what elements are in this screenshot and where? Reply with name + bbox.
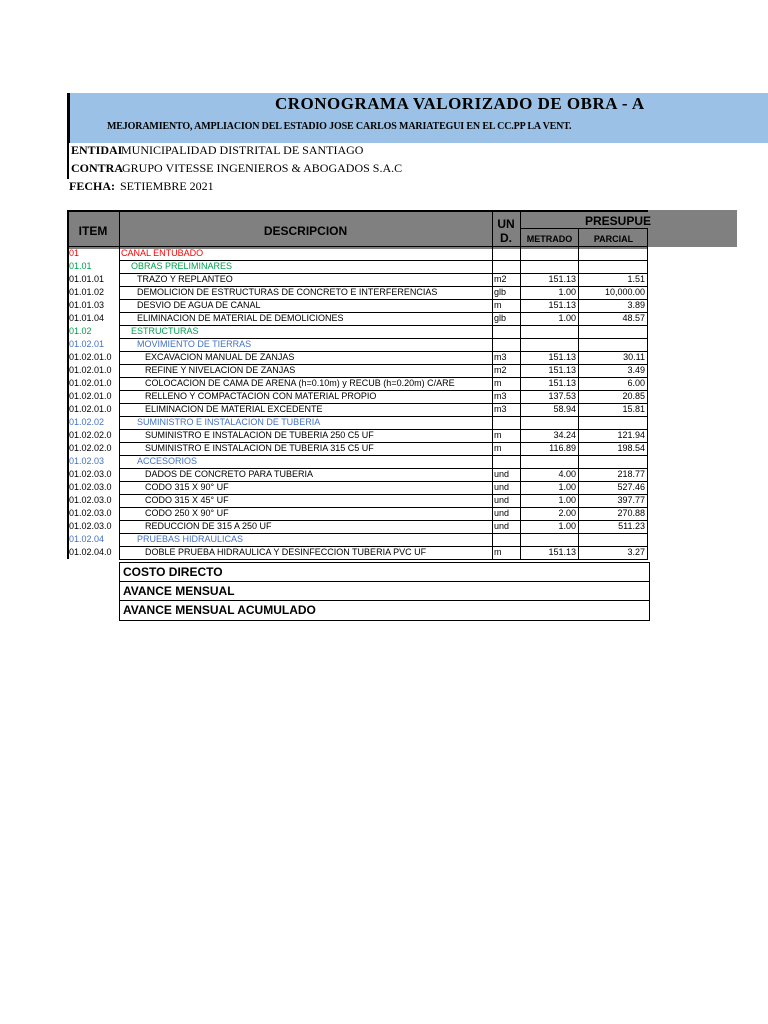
table-row (67, 325, 648, 338)
cell-desc: SUMINISTRO E INSTALACION DE TUBERIA (137, 417, 321, 427)
cell-metrado: 1.00 (558, 495, 576, 505)
row-line (119, 442, 648, 443)
row-line (119, 416, 648, 417)
cell-metrado: 34.24 (553, 430, 576, 440)
cell-item: 01.02.03.0 (69, 469, 112, 479)
cell-item: 01.02.04.0 (69, 547, 112, 557)
cell-parcial: 6.00 (627, 378, 645, 388)
cell-und: m (494, 430, 502, 440)
cell-und (494, 260, 520, 273)
cell-desc: TRAZO Y REPLANTEO (137, 274, 233, 284)
cell-desc: EXCAVACION MANUAL DE ZANJAS (145, 352, 295, 362)
row-line (119, 351, 648, 352)
cell-und: und (494, 469, 510, 479)
table-row (67, 273, 648, 286)
entidad-value: MUNICIPALIDAD DISTRITAL DE SANTIAGO (121, 143, 364, 157)
cell-metrado: 1.00 (558, 521, 576, 531)
cell-parcial: 3.27 (627, 547, 645, 557)
row-line (119, 559, 648, 560)
cell-und: m3 (494, 352, 507, 362)
title-container (70, 94, 768, 116)
cell-item: 01.02.03 (69, 456, 105, 466)
cell-parcial: 30.11 (623, 352, 645, 362)
row-line (119, 312, 648, 313)
cell-metrado: 137.53 (548, 391, 576, 401)
cell-parcial: 48.57 (622, 313, 645, 323)
header-presupuesto: PRESUPUE (585, 214, 652, 228)
cell-item: 01.02.03.0 (69, 508, 112, 518)
table-left-border (67, 210, 69, 559)
cell-metrado: 4.00 (558, 469, 576, 479)
cell-item: 01.02.01 (69, 339, 105, 349)
cell-desc: SUMINISTRO E INSTALACION DE TUBERIA 315 C5 UF (145, 443, 374, 453)
cell-item: 01.02.01.0 (69, 404, 112, 414)
table-row (67, 533, 648, 546)
fecha-label: FECHA: (69, 179, 115, 193)
cell-und: und (494, 495, 510, 505)
cell-desc: ESTRUCTURAS (131, 326, 199, 336)
cell-parcial: 218.77 (617, 469, 645, 479)
cell-metrado: 151.13 (548, 300, 576, 310)
cell-desc: CANAL ENTUBADO (121, 248, 204, 258)
table-row (67, 390, 648, 403)
table-row (67, 416, 648, 429)
cell-desc: REDUCCION DE 315 A 250 UF (145, 521, 272, 531)
cell-item: 01.02.01.0 (69, 378, 112, 388)
row-line (119, 520, 648, 521)
cell-parcial: 397.77 (617, 495, 645, 505)
cell-desc: ELIMINACION DE MATERIAL DE DEMOLICIONES (137, 313, 344, 323)
avance-mensual-label: AVANCE MENSUAL (123, 584, 235, 598)
cell-desc: DADOS DE CONCRETO PARA TUBERIA (145, 469, 314, 479)
row-line (119, 286, 648, 287)
header-und: UN D. (497, 216, 515, 245)
cell-und (494, 338, 520, 351)
cell-desc: ACCESORIOS (137, 456, 198, 466)
row-line (119, 481, 648, 482)
col-divider-parcial (647, 229, 648, 559)
cell-desc: PRUEBAS HIDRAULICAS (137, 534, 244, 544)
cell-item: 01.01.02 (69, 287, 105, 297)
table-row (67, 247, 648, 260)
cell-desc: COLOCACION DE CAMA DE ARENA (h=0.10m) y RECUB (h=0.20m) C/ARE (145, 378, 455, 388)
cell-und (494, 455, 520, 468)
header-metrado: METRADO (526, 234, 573, 244)
cell-metrado (520, 260, 576, 273)
cell-item: 01.01.03 (69, 300, 105, 310)
cell-item: 01.02.01.0 (69, 352, 112, 362)
entidad-label: ENTIDAI (71, 143, 123, 157)
cell-parcial (579, 247, 645, 260)
cell-und (494, 247, 520, 260)
row-line (119, 273, 648, 274)
table-row (67, 455, 648, 468)
project-subtitle: MEJORAMIENTO, AMPLIACION DEL ESTADIO JOSE CARLOS MARIATEGUI EN EL CC.PP LA VENT. (107, 121, 572, 132)
row-line (119, 455, 648, 456)
cell-metrado: 2.00 (558, 508, 576, 518)
cell-und: m (494, 443, 502, 453)
cell-parcial: 15.81 (622, 404, 645, 414)
table-row (67, 286, 648, 299)
cell-metrado: 151.13 (548, 547, 576, 557)
cell-und: und (494, 508, 510, 518)
row-line (119, 260, 648, 261)
cell-desc: ELIMINACION DE MATERIAL EXCEDENTE (145, 404, 323, 414)
table-row (67, 507, 648, 520)
cell-parcial (579, 455, 645, 468)
cell-item: 01.02 (69, 326, 92, 336)
cell-metrado: 151.13 (548, 365, 576, 375)
cell-item: 01.01.04 (69, 313, 105, 323)
contratista-label: CONTRA (71, 161, 124, 175)
cell-item: 01.02.03.0 (69, 495, 112, 505)
row-line (119, 533, 648, 534)
cell-parcial: 511.23 (618, 521, 645, 531)
cell-parcial: 270.88 (617, 508, 645, 518)
cell-und: m3 (494, 391, 507, 401)
fecha-value: SETIEMBRE 2021 (120, 179, 214, 193)
cell-desc: CODO 315 X 90° UF (145, 482, 229, 492)
row-line (119, 546, 648, 547)
row-line (119, 468, 648, 469)
cell-item: 01.02.02.0 (69, 443, 112, 453)
avance-mensual-row (119, 581, 650, 601)
avance-acumulado-label: AVANCE MENSUAL ACUMULADO (123, 603, 316, 617)
cell-parcial (579, 325, 645, 338)
cell-metrado: 151.13 (548, 352, 576, 362)
row-line (119, 494, 648, 495)
cell-metrado (520, 455, 576, 468)
cell-desc: OBRAS PRELIMINARES (131, 261, 233, 271)
table-row (67, 312, 648, 325)
table-row (67, 260, 648, 273)
cell-parcial: 121.94 (617, 430, 645, 440)
cell-item: 01.02.01.0 (69, 365, 112, 375)
row-line (119, 377, 648, 378)
table-row (67, 468, 648, 481)
row-line (119, 403, 648, 404)
cell-item: 01.02.01.0 (69, 391, 112, 401)
document-title: CRONOGRAMA VALORIZADO DE OBRA - A (275, 94, 645, 113)
cell-item: 01.02.03.0 (69, 482, 112, 492)
cell-item: 01.02.04 (69, 534, 105, 544)
table-row (67, 442, 648, 455)
cell-desc: SUMINISTRO E INSTALACION DE TUBERIA 250 C5 UF (145, 430, 374, 440)
title-band (67, 93, 768, 143)
table-row (67, 377, 648, 390)
row-line (119, 507, 648, 508)
table-row (67, 481, 648, 494)
cell-metrado (520, 325, 576, 338)
entidad-row (67, 143, 669, 161)
table-row (67, 429, 648, 442)
contratista-value: GRUPO VITESSE INGENIEROS & ABOGADOS S.A.C (122, 161, 403, 175)
cell-metrado (520, 247, 576, 260)
costo-directo-row (119, 562, 650, 582)
cell-und: m2 (494, 274, 507, 284)
header-item: ITEM (78, 223, 108, 238)
cell-und: m (494, 378, 502, 388)
cell-desc: CODO 315 X 45° UF (145, 495, 229, 505)
cell-item: 01.02.02 (69, 417, 105, 427)
cell-desc: DEMOLICION DE ESTRUCTURAS DE CONCRETO E INTERFERENCIAS (137, 287, 438, 297)
cell-desc: CODO 250 X 90° UF (145, 508, 229, 518)
cell-metrado (520, 533, 576, 546)
cell-parcial: 3.89 (627, 300, 645, 310)
cell-metrado: 1.00 (558, 287, 576, 297)
header-parcial: PARCIAL (593, 234, 634, 244)
cell-item: 01 (69, 248, 80, 258)
cell-und: m (494, 547, 502, 557)
cell-metrado: 1.00 (558, 482, 576, 492)
title-cell-edge (648, 94, 768, 116)
row-line (119, 325, 648, 326)
table-row (67, 520, 648, 533)
cell-parcial: 20.85 (622, 391, 645, 401)
cell-metrado: 58.94 (553, 404, 576, 414)
table-row (67, 338, 648, 351)
cell-parcial (579, 416, 645, 429)
cell-parcial: 1.51 (627, 274, 645, 284)
table-row (67, 546, 648, 559)
row-line (119, 364, 648, 365)
cell-metrado: 151.13 (548, 274, 576, 284)
cell-parcial: 198.54 (617, 443, 645, 453)
cell-parcial: 527.46 (617, 482, 645, 492)
cell-desc: DOBLE PRUEBA HIDRAULICA Y DESINFECCION TUBERIA PVC UF (145, 547, 427, 557)
cell-parcial (579, 260, 645, 273)
table-row (67, 351, 648, 364)
row-line (119, 299, 648, 300)
cell-metrado: 116.89 (549, 443, 576, 453)
cell-desc: RELLENO Y COMPACTACION CON MATERIAL PROPIO (145, 391, 377, 401)
cell-parcial (579, 533, 645, 546)
cell-und (494, 325, 520, 338)
cell-desc: REFINE Y NIVELACION DE ZANJAS (145, 365, 296, 375)
cell-item: 01.01.01 (69, 274, 105, 284)
cell-desc: MOVIMIENTO DE TIERRAS (137, 339, 252, 349)
cell-und: und (494, 521, 510, 531)
table-row (67, 403, 648, 416)
cell-item: 01.02.03.0 (69, 521, 112, 531)
table-row (67, 299, 648, 312)
avance-acumulado-row (119, 600, 650, 621)
cell-parcial (579, 338, 645, 351)
cell-parcial: 3.49 (627, 365, 645, 375)
cell-metrado (520, 338, 576, 351)
table-row (67, 364, 648, 377)
cell-metrado: 151.13 (548, 378, 576, 388)
header-subdivider (520, 228, 648, 229)
cell-und: und (494, 482, 510, 492)
cell-und: glb (494, 287, 507, 297)
header-bottom-line (67, 246, 648, 247)
cell-metrado: 1.00 (558, 313, 576, 323)
cell-und: m2 (494, 365, 507, 375)
cell-und: glb (494, 313, 507, 323)
cell-metrado (520, 416, 576, 429)
table-header (67, 210, 652, 249)
costo-directo-label: COSTO DIRECTO (123, 565, 223, 579)
table-row (67, 494, 648, 507)
cell-und (494, 533, 520, 546)
row-line (119, 390, 648, 391)
header-descripcion: DESCRIPCION (263, 223, 348, 238)
col-divider-metrado (578, 229, 579, 559)
cell-parcial: 10,000.00 (604, 287, 645, 297)
fecha-row (67, 179, 667, 197)
row-line (119, 429, 648, 430)
cell-item: 01.02.02.0 (69, 430, 112, 440)
cell-und: m (494, 300, 502, 310)
row-line (119, 338, 648, 339)
cell-desc: DESVIO DE AGUA DE CANAL (137, 300, 261, 310)
cell-item: 01.01 (69, 261, 92, 271)
cell-und (494, 416, 520, 429)
cell-und: m3 (494, 404, 507, 414)
contratista-row (67, 161, 669, 179)
